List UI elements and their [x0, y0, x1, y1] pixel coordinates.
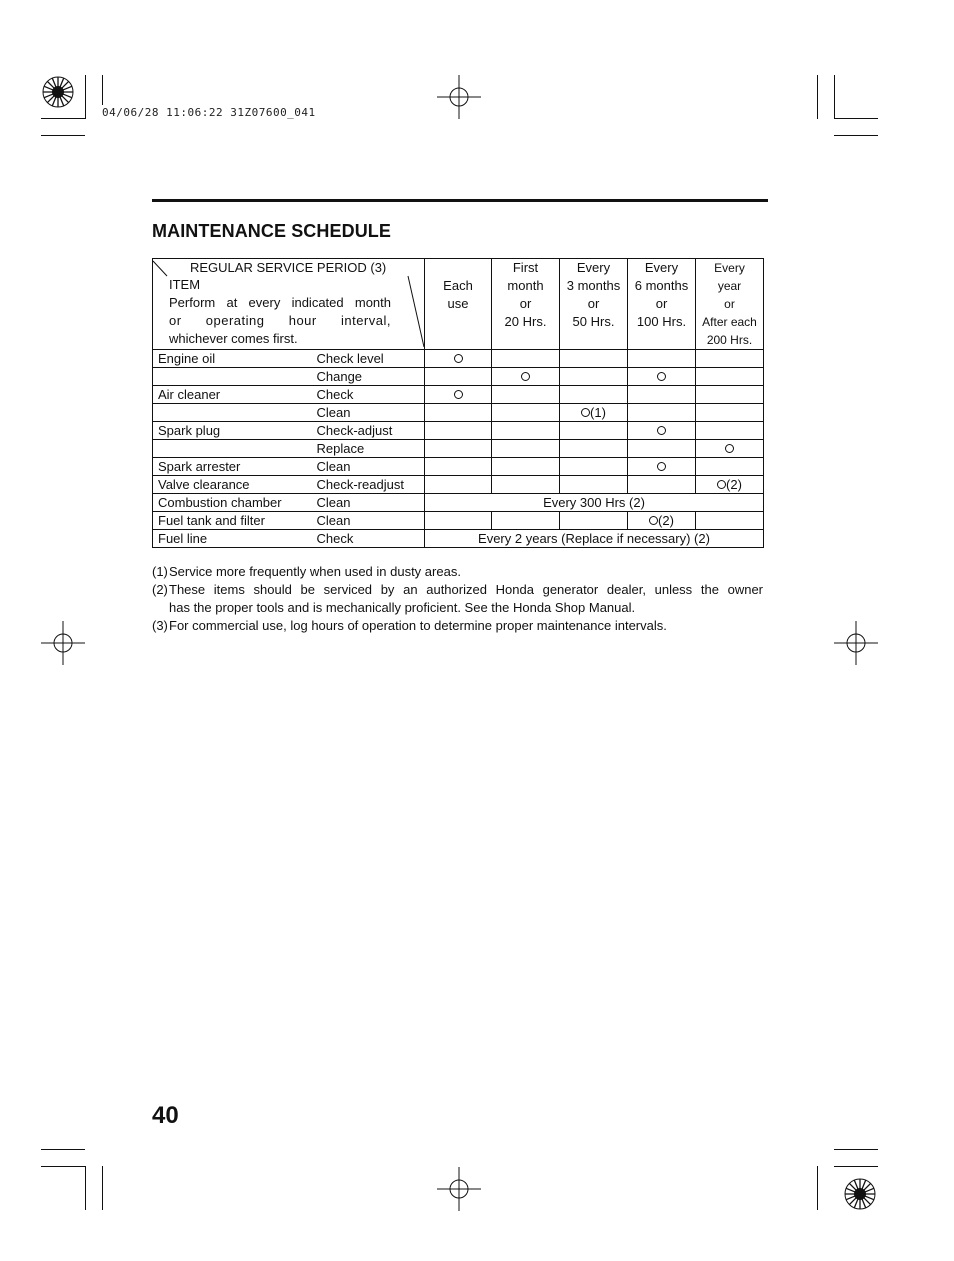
- crop-mark: [41, 1166, 85, 1167]
- table-row: [153, 476, 764, 494]
- schedule-cell: [425, 440, 492, 458]
- row-item: Combustion chamber: [153, 494, 317, 512]
- circle-mark-icon: [725, 444, 734, 453]
- row-item: [153, 404, 317, 422]
- crop-mark: [102, 1166, 103, 1210]
- item-label: ITEM: [169, 277, 201, 292]
- maintenance-table: [152, 258, 764, 548]
- row-action: Check-adjust: [317, 422, 425, 440]
- schedule-cell: [696, 404, 764, 422]
- row-item: Air cleaner: [153, 386, 317, 404]
- registration-mark-icon: [843, 1177, 877, 1211]
- schedule-cell: [492, 350, 560, 368]
- schedule-cell: [628, 422, 696, 440]
- page-title: MAINTENANCE SCHEDULE: [152, 221, 392, 241]
- schedule-cell: [560, 350, 628, 368]
- schedule-cell: [425, 512, 492, 530]
- schedule-cell: [560, 476, 628, 494]
- table-row: [153, 386, 764, 404]
- row-action: Clean: [317, 494, 425, 512]
- schedule-cell: [628, 386, 696, 404]
- schedule-cell: [560, 404, 628, 422]
- circle-mark-icon: [657, 426, 666, 435]
- schedule-cell: [425, 350, 492, 368]
- row-item: [153, 440, 317, 458]
- schedule-cell: [628, 404, 696, 422]
- schedule-cell: [628, 440, 696, 458]
- schedule-cell: [696, 458, 764, 476]
- schedule-cell: [425, 422, 492, 440]
- table-row: [153, 404, 764, 422]
- row-action: Check-readjust: [317, 476, 425, 494]
- col-header-every-6-months: Every 6 months or 100 Hrs.: [628, 259, 696, 350]
- crosshair-mark-icon: [437, 1167, 481, 1211]
- circle-mark-icon: [581, 408, 590, 417]
- schedule-cell: [492, 476, 560, 494]
- row-item: Spark arrester: [153, 458, 317, 476]
- schedule-cell: [696, 476, 764, 494]
- crop-mark: [834, 75, 835, 119]
- crosshair-mark-icon: [437, 75, 481, 119]
- table-row: [153, 440, 764, 458]
- crop-mark: [41, 1149, 85, 1150]
- row-action: Replace: [317, 440, 425, 458]
- footnote-ref: (2): [658, 513, 674, 528]
- crop-mark: [834, 1166, 878, 1167]
- row-item: Spark plug: [153, 422, 317, 440]
- schedule-cell: [492, 368, 560, 386]
- table-row: [153, 512, 764, 530]
- col-header-each-use: Each use: [425, 259, 492, 350]
- row-action: Clean: [317, 404, 425, 422]
- crop-mark: [834, 135, 878, 136]
- schedule-cell: [628, 476, 696, 494]
- circle-mark-icon: [657, 462, 666, 471]
- schedule-cell: [696, 386, 764, 404]
- crop-mark: [41, 118, 85, 119]
- schedule-cell: [425, 458, 492, 476]
- crop-mark: [834, 118, 878, 119]
- corner-item-text: [169, 276, 391, 348]
- col-header-every-3-months: Every 3 months or 50 Hrs.: [560, 259, 628, 350]
- schedule-cell: [492, 386, 560, 404]
- schedule-cell: [560, 386, 628, 404]
- corner-line-1: Perform at every indicated month: [169, 295, 391, 310]
- row-item: Fuel tank and filter: [153, 512, 317, 530]
- crop-mark: [85, 75, 86, 119]
- crop-mark: [102, 75, 103, 105]
- schedule-cell: [560, 458, 628, 476]
- footnote-ref: (2): [726, 477, 742, 492]
- row-item: [153, 368, 317, 386]
- crop-mark: [817, 75, 818, 119]
- table-row: [153, 458, 764, 476]
- schedule-cell: [628, 458, 696, 476]
- schedule-cell: [492, 404, 560, 422]
- footnote-ref: (1): [590, 405, 606, 420]
- row-action: Check level: [317, 350, 425, 368]
- crop-mark: [41, 135, 85, 136]
- row-action: Clean: [317, 458, 425, 476]
- schedule-span-cell: Every 2 years (Replace if necessary) (2): [425, 530, 764, 548]
- schedule-cell: [696, 368, 764, 386]
- crosshair-mark-icon: [41, 621, 85, 665]
- table-row: [153, 494, 764, 512]
- schedule-span-cell: Every 300 Hrs (2): [425, 494, 764, 512]
- table-corner-header: [153, 259, 425, 350]
- row-action: Clean: [317, 512, 425, 530]
- schedule-cell: [696, 350, 764, 368]
- footnote-3: (3) For commercial use, log hours of operation to determine proper maintenance intervals.: [152, 618, 667, 633]
- table-row: [153, 422, 764, 440]
- schedule-cell: [492, 422, 560, 440]
- crosshair-mark-icon: [834, 621, 878, 665]
- schedule-cell: [628, 512, 696, 530]
- crop-mark: [834, 1149, 878, 1150]
- schedule-cell: [560, 368, 628, 386]
- row-item: Fuel line: [153, 530, 317, 548]
- schedule-cell: [425, 476, 492, 494]
- table-row: [153, 350, 764, 368]
- circle-mark-icon: [454, 390, 463, 399]
- regular-service-period-label: REGULAR SERVICE PERIOD (3): [190, 260, 387, 275]
- col-header-first-month: First month or 20 Hrs.: [492, 259, 560, 350]
- schedule-cell: [560, 422, 628, 440]
- schedule-cell: [696, 512, 764, 530]
- row-item: Valve clearance: [153, 476, 317, 494]
- footnote-1: (1) Service more frequently when used in dusty areas.: [152, 564, 461, 579]
- corner-line-3: whichever comes first.: [169, 331, 298, 346]
- schedule-cell: [696, 440, 764, 458]
- circle-mark-icon: [521, 372, 530, 381]
- table-row: [153, 368, 764, 386]
- schedule-cell: [696, 422, 764, 440]
- schedule-cell: [560, 512, 628, 530]
- col-header-every-year: Every year or After each 200 Hrs.: [696, 259, 764, 350]
- row-action: Check: [317, 386, 425, 404]
- schedule-cell: [628, 368, 696, 386]
- schedule-cell: [425, 368, 492, 386]
- print-stamp: 04/06/28 11:06:22 31Z07600_041: [102, 106, 316, 119]
- footnote-2: (2) These items should be serviced by an authorized Honda generator dealer, unless the owner has the proper tools and is mechanically proficient. See the Honda Shop Manual.: [152, 582, 763, 615]
- schedule-cell: [492, 512, 560, 530]
- table-row: [153, 530, 764, 548]
- crop-mark: [85, 1166, 86, 1210]
- schedule-cell: [560, 440, 628, 458]
- schedule-cell: [628, 350, 696, 368]
- circle-mark-icon: [649, 516, 658, 525]
- circle-mark-icon: [454, 354, 463, 363]
- schedule-cell: [492, 440, 560, 458]
- schedule-cell: [425, 404, 492, 422]
- row-action: Check: [317, 530, 425, 548]
- registration-mark-icon: [41, 75, 75, 109]
- schedule-cell: [492, 458, 560, 476]
- crop-mark: [817, 1166, 818, 1210]
- table-header-row: [153, 259, 764, 350]
- section-rule: [152, 199, 768, 202]
- schedule-cell: [425, 386, 492, 404]
- circle-mark-icon: [717, 480, 726, 489]
- corner-line-2: or operating hour interval,: [169, 313, 391, 328]
- circle-mark-icon: [657, 372, 666, 381]
- row-action: Change: [317, 368, 425, 386]
- page-number: 40: [152, 1102, 179, 1129]
- row-item: Engine oil: [153, 350, 317, 368]
- footnotes: [152, 563, 763, 635]
